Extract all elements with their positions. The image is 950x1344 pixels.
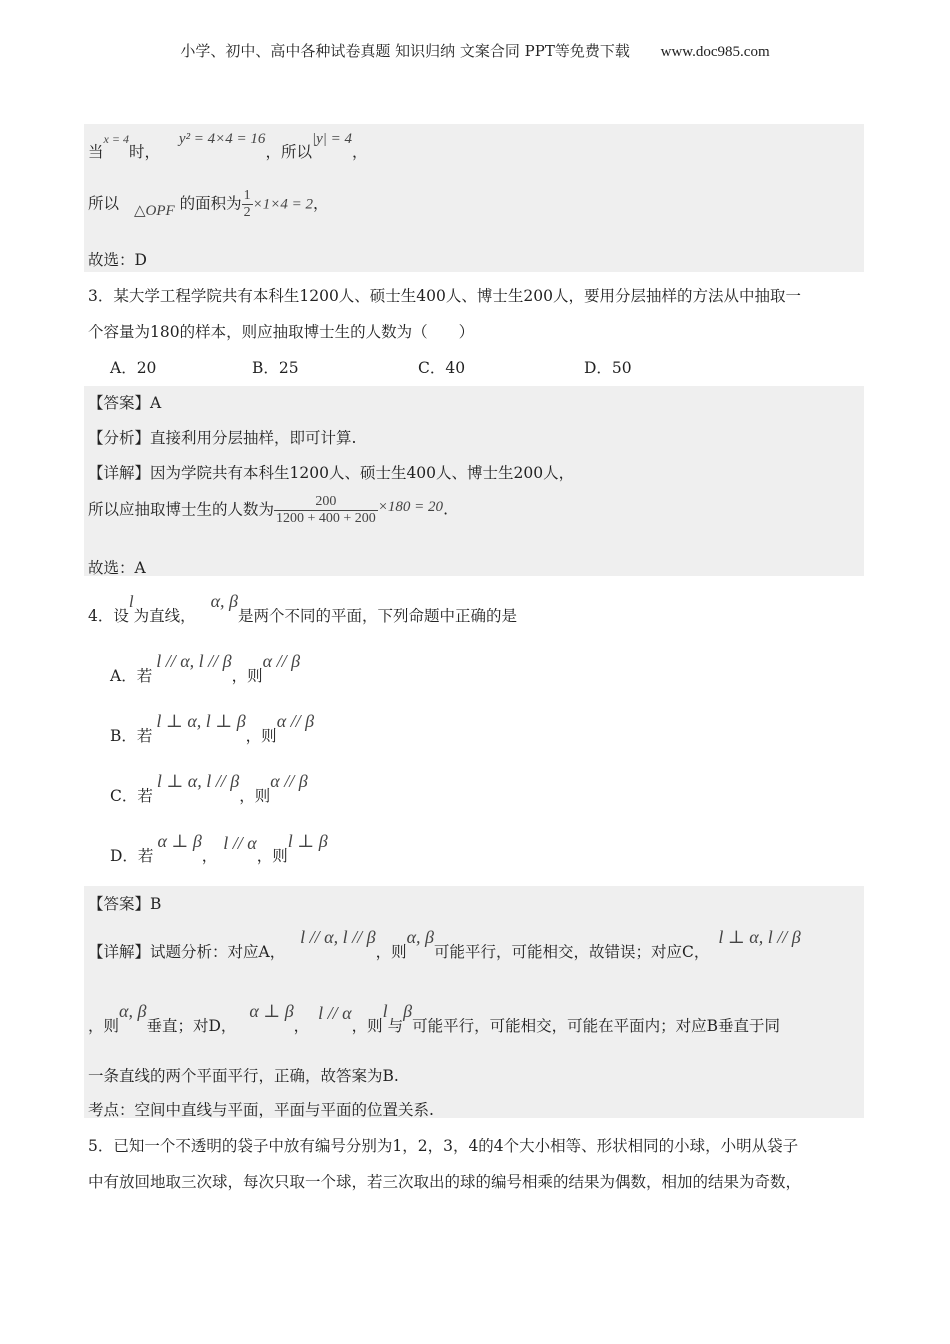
q4-option-then: ，则 bbox=[245, 727, 277, 745]
q4-math: l // α bbox=[318, 1003, 352, 1023]
q2-line-2 bbox=[88, 188, 329, 221]
q2-text: 所以 bbox=[88, 194, 120, 213]
q4-option-cond: l ⊥ α, l // β bbox=[156, 771, 240, 791]
q4-detail-line-2 bbox=[88, 1001, 780, 1036]
q4-option-label: C．若 bbox=[110, 787, 153, 805]
q4-text: ，则 bbox=[351, 1017, 383, 1035]
q3-choose: 故选：A bbox=[88, 559, 146, 577]
q2-line-1 bbox=[88, 131, 368, 162]
q4-text: 与 bbox=[387, 1017, 404, 1035]
q4-text: 【详解】试题分析：对应A， bbox=[88, 943, 286, 961]
q3-option-b: B．25 bbox=[252, 359, 299, 377]
q2-frac-num: 1 bbox=[243, 188, 251, 203]
q4-math: α, β bbox=[406, 927, 434, 947]
q5-stem-line-1: 5．已知一个不透明的袋子中放有编号分别为1，2，3，4的4个大小相等、形状相同的小球，小明从袋子 bbox=[88, 1137, 799, 1155]
q4-option-then: ，则 bbox=[231, 667, 263, 685]
q4-math: α, β bbox=[119, 1001, 147, 1021]
q4-option-label: D．若 bbox=[110, 847, 154, 865]
q4-option-result: l ⊥ β bbox=[287, 831, 328, 851]
q4-option-c bbox=[110, 771, 308, 806]
q4-option-then: ，则 bbox=[239, 787, 271, 805]
header-text: 小学、初中、高中各种试卷真题 知识归纳 文案合同 PPT等免费下载 bbox=[180, 42, 630, 60]
q4-answer: 【答案】B bbox=[88, 895, 162, 913]
q4-text: 可能平行，可能相交，可能在平面内；对应B垂直于同 bbox=[412, 1017, 780, 1035]
q4-option-cond: l ⊥ α, l ⊥ β bbox=[156, 711, 246, 731]
q3-text: 所以应抽取博士生的人数为 bbox=[88, 500, 275, 519]
q4-option-label: A．若 bbox=[110, 667, 153, 685]
q2-text: 的面积为 bbox=[179, 194, 242, 213]
q2-text: ， bbox=[312, 194, 329, 213]
q4-text: ，则 bbox=[375, 943, 407, 961]
q2-math-x: x = 4 bbox=[103, 132, 129, 146]
q4-text: 4．设 bbox=[88, 607, 129, 625]
q4-option-cond: l // α, l // β bbox=[156, 651, 232, 671]
q3-option-c: C．40 bbox=[418, 359, 466, 377]
q4-option-result: α // β bbox=[262, 651, 301, 671]
q2-text: ，所以 bbox=[265, 143, 312, 161]
q4-math: l // α, l // β bbox=[300, 927, 376, 947]
q4-option-a bbox=[110, 651, 301, 686]
q4-option-result: α // β bbox=[270, 771, 308, 791]
q3-text: . bbox=[443, 500, 448, 519]
q4-math: l bbox=[382, 1001, 388, 1021]
q4-math: β bbox=[403, 1001, 413, 1021]
q3-detail: 【详解】因为学院共有本科生1200人、硕士生400人、博士生200人， bbox=[88, 464, 575, 482]
q4-option-cond: α ⊥ β bbox=[157, 831, 202, 851]
q4-text: 为直线， bbox=[133, 607, 196, 625]
q3-calc-line bbox=[88, 494, 448, 527]
q3-stem-line-1: 3．某大学工程学院共有本科生1200人、硕士生400人、博士生200人，要用分层抽样的方法从中抽取一 bbox=[88, 287, 801, 305]
q4-math-l: l bbox=[128, 592, 134, 611]
q2-math-triangle: △OPF bbox=[133, 202, 175, 219]
q3-answer: 【答案】A bbox=[88, 394, 162, 412]
q2-math-area: ×1×4 = 2 bbox=[252, 196, 313, 213]
q4-text: ， bbox=[293, 1017, 310, 1035]
q4-detail-line-3: 一条直线的两个平面平行，正确，故答案为B. bbox=[88, 1067, 399, 1085]
page-header bbox=[0, 40, 950, 61]
q2-math-absy: |y| = 4 bbox=[311, 131, 352, 147]
q3-analysis: 【分析】直接利用分层抽样，即可计算. bbox=[88, 429, 357, 447]
header-site-link[interactable]: www.doc985.com bbox=[660, 44, 770, 60]
q4-text: ，则 bbox=[88, 1017, 120, 1035]
q4-text: 是两个不同的平面，下列命题中正确的是 bbox=[237, 607, 517, 625]
q3-option-a: A．20 bbox=[110, 359, 157, 377]
q4-kaodian: 考点：空间中直线与平面，平面与平面的位置关系. bbox=[88, 1101, 434, 1119]
q2-frac-den: 2 bbox=[243, 205, 251, 220]
q4-option-b bbox=[110, 711, 315, 746]
q3-frac-den: 1200 + 400 + 200 bbox=[276, 511, 376, 526]
q4-math: α ⊥ β bbox=[249, 1001, 294, 1021]
q4-option-then: ，则 bbox=[256, 847, 288, 865]
q4-option-sep: ， bbox=[201, 847, 218, 865]
q2-text: 时， bbox=[128, 143, 160, 161]
q4-option-label: B．若 bbox=[110, 727, 153, 745]
q2-text: 当 bbox=[88, 143, 104, 161]
q4-detail-line-1 bbox=[88, 927, 801, 962]
q4-stem bbox=[88, 591, 517, 626]
q3-frac-num: 200 bbox=[274, 494, 378, 511]
q4-math-alpha-beta: α, β bbox=[210, 591, 238, 611]
q4-text: 可能平行，可能相交，故错误；对应C， bbox=[434, 943, 710, 961]
q3-fraction bbox=[274, 494, 378, 527]
q4-text: 垂直；对D， bbox=[146, 1017, 237, 1035]
q4-option-d bbox=[110, 831, 328, 866]
q2-fraction bbox=[242, 188, 253, 221]
q3-math-product: ×180 = 20 bbox=[377, 498, 444, 515]
q4-option-result: α // β bbox=[276, 711, 315, 731]
q4-math: l ⊥ α, l // β bbox=[718, 927, 801, 947]
q5-stem-line-2: 中有放回地取三次球，每次只取一个球，若三次取出的球的编号相乘的结果为偶数，相加的结果为奇数， bbox=[88, 1173, 802, 1191]
q4-option-cond2: l // α bbox=[223, 833, 257, 853]
q2-text: ， bbox=[351, 143, 368, 161]
q2-choose: 故选：D bbox=[88, 251, 147, 269]
q2-math-y2: y² = 4×4 = 16 bbox=[178, 131, 266, 147]
q3-option-d: D．50 bbox=[584, 359, 632, 377]
q3-stem-line-2: 个容量为180的样本，则应抽取博士生的人数为（ ） bbox=[88, 323, 475, 341]
